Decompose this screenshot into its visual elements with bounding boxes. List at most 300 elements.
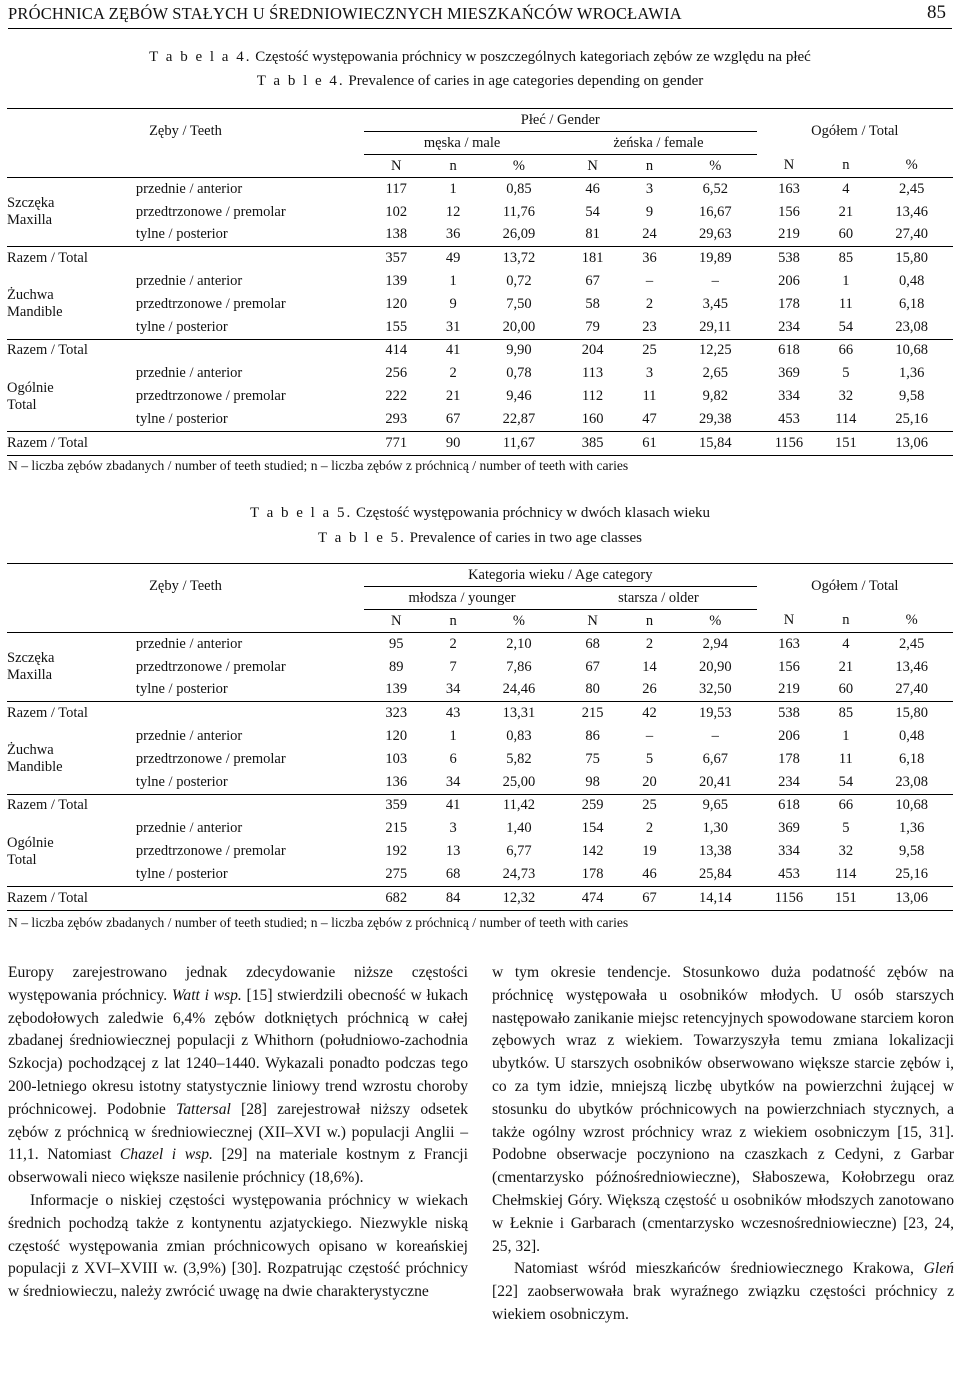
table-cell: 6,67 [702,750,728,767]
table-cell: 25,16 [895,410,928,427]
table-cell: 67 [585,658,600,675]
table-cell: 27,40 [895,226,928,243]
table-cell: 60 [838,681,854,698]
header-col: n [429,155,478,178]
group-label-en: Total [7,396,37,413]
table-cell: 95 [389,635,404,652]
table-cell: 181 [560,247,625,270]
table-cell: 2 [645,820,654,837]
table-row [7,748,953,771]
header-col: % [478,155,561,178]
category-label: przednie / anterior [135,728,243,745]
header-col: n [821,610,870,633]
table-cell: 58 [585,295,600,312]
table-cell: 11,42 [478,794,561,817]
category-label: tylne / posterior [135,226,228,243]
header-col: % [870,155,953,178]
text-run: [28] zarejestrował niższy odsetek zębów z próchnicą w średniowiecznej (XII–XVI w.) populacji Anglii – 11,1. Natomiast [8,1100,468,1164]
table4 [7,108,953,456]
table-cell: 12,32 [478,886,561,910]
table-cell: 19,89 [674,247,757,270]
table-cell: 160 [581,410,604,427]
table-cell: 178 [778,750,800,767]
table-cell: 5 [842,365,850,382]
group-label-pl: Szczęka [7,650,55,667]
table-cell: 67 [445,410,461,427]
table-cell: 5 [645,750,654,767]
table-cell: 151 [821,431,870,455]
table-cell: 359 [364,794,429,817]
table-cell: 9,58 [898,388,925,405]
table-cell: 13 [445,843,461,860]
header-blank [7,610,364,633]
header-row [7,155,953,178]
table-cell: 1 [449,273,457,290]
table-cell: 9,58 [899,843,925,860]
running-header [8,2,952,30]
table-cell: 139 [385,681,408,698]
category-label: przedtrzonowe / premolar [135,295,286,312]
table5-caption-pl [0,505,960,522]
table-cell: 9,82 [702,388,728,405]
table-cell: 60 [838,226,854,243]
table-cell: 11 [838,295,853,312]
table-cell: 9,46 [506,388,532,405]
table-cell: 3 [449,820,457,837]
table-cell: 68 [445,865,461,882]
table-cell: 13,06 [870,886,953,910]
group-label [7,633,132,702]
table-cell: 66 [821,794,870,817]
table-cell: 80 [585,681,600,698]
header-group: Płeć / Gender [364,109,757,132]
table-row [7,633,953,656]
table-cell: 6,18 [898,295,925,312]
table-cell: 20,41 [698,773,732,790]
table-cell: 114 [835,410,857,427]
table-cell: 219 [778,226,800,243]
header-group: Kategoria wieku / Age category [364,564,757,587]
table-cell: 6 [449,750,457,767]
table-cell: 222 [385,388,408,405]
group-label [7,817,132,886]
header-col: N [560,155,625,178]
table-cell: 25,16 [895,865,928,882]
category-label: przedtrzonowe / premolar [135,388,286,405]
table4-caption-en-prefix: T a b l e 4. [256,73,345,89]
table-cell: 538 [757,247,822,270]
table-cell: 27,40 [895,681,928,698]
table-cell: 75 [585,750,600,767]
header-teeth: Zęby / Teeth [7,564,364,610]
table-cell: 11 [642,388,657,405]
table-cell: 20,00 [502,318,536,335]
table-cell: 85 [821,702,870,725]
table-row [7,771,953,794]
table-cell: 15,80 [870,247,953,270]
table-cell: 15,80 [870,702,953,725]
category-label: przednie / anterior [135,273,243,290]
category-label: przednie / anterior [135,180,243,197]
header-teeth: Zęby / Teeth [7,109,364,155]
total-row [7,431,953,455]
table-cell: 178 [778,295,800,312]
total-row [7,339,953,362]
header-blank [7,155,364,178]
table-cell: 16,67 [698,203,732,220]
table-cell: 85 [821,247,870,270]
group-label-pl: Szczęka [7,195,55,212]
author-ref: Tattersal [175,1100,231,1118]
table-cell: 61 [625,431,674,455]
header-col: N [757,610,822,633]
table-cell: 25,00 [502,773,536,790]
table-cell: 10,68 [870,794,953,817]
table-cell: 9 [449,295,457,312]
table-cell: 11,67 [478,431,561,455]
header-col: % [674,155,757,178]
header-sub1: młodsza / younger [364,587,560,610]
table-cell: 2 [449,365,457,382]
table-cell: 11,76 [502,203,536,220]
table-cell: 453 [778,410,800,427]
table-cell: 1 [842,273,850,290]
table-cell: 156 [778,658,800,675]
table-cell: 7,86 [506,658,532,675]
group-label-en: Total [7,851,37,868]
category-label: tylne / posterior [135,681,228,698]
table-cell: 14,14 [674,886,757,910]
table-cell: 0,48 [898,273,925,290]
table-cell: 13,46 [895,658,928,675]
page-number: 85 [927,2,946,23]
table-row [7,725,953,748]
table-cell: 6,77 [506,843,532,860]
header-sub2: żeńska / female [560,132,756,155]
text-run: [15] stwierdzili obecność w łukach zębodołowych zaledwie 6,4% zębów dotkniętych próchnicą w całej zbadanej średniowiecznej populacji z Whithorn (południowo-zachodnia Szkocja) pochodzącej z lat 1240–1440. Wykazali ponadto podczas tego 200-letniego okresu istotny statystycznie liniowy trend wzrostu choroby próchnicowej. Podobnie [8,986,469,1118]
table-cell: 32 [838,843,854,860]
table5-caption-en-prefix: T a b l e 5. [317,530,406,546]
table-cell: 136 [385,773,408,790]
text-run: Europy zarejestrowano jednak zdecydowanie niższe częstości występowania próchnicy. [8,964,468,1004]
running-title: PRÓCHNICA ZĘBÓW STAŁYCH U ŚREDNIOWIECZNYCH MIESZKAŃCÓW WROCŁAWIA [8,4,682,23]
table-cell: 204 [560,339,625,362]
table-cell: 2 [449,635,457,652]
group-label [7,270,132,339]
category-label: tylne / posterior [135,773,228,790]
header-col: N [560,610,625,633]
table-cell: 6,18 [899,750,925,767]
group-label-en: Maxilla [7,212,53,229]
table-cell: 3,45 [702,295,728,312]
table-cell: 6,52 [702,180,728,197]
table-cell: 114 [835,865,857,882]
table-cell: 47 [642,410,657,427]
table-row [7,385,953,408]
category-label: tylne / posterior [135,410,228,427]
table-cell: 682 [364,886,429,910]
total-row [7,247,953,270]
total-row [7,794,953,817]
author-ref: Watt i wsp. [171,986,242,1004]
table-cell: 43 [429,702,478,725]
table-cell: 67 [625,886,674,910]
table-cell: 142 [581,843,604,860]
table-cell: 1,36 [899,820,925,837]
group-label-en: Mandible [7,304,63,321]
table-cell: – [645,728,654,745]
table-cell: 9,65 [674,794,757,817]
header-row [7,610,953,633]
table-cell: 41 [429,794,478,817]
header-rule [8,28,952,29]
table-cell: 215 [385,820,408,837]
table-cell: 234 [778,318,800,335]
table-cell: 21 [838,658,854,675]
paragraph [492,1258,954,1326]
table-cell: 1 [842,728,850,745]
body-column-left [8,962,468,1304]
table-cell: 275 [385,865,408,882]
table-row [7,863,953,886]
table-cell: 46 [642,865,657,882]
table-cell: 618 [757,339,822,362]
header-col: % [478,610,561,633]
table-row [7,201,953,224]
table-row [7,840,953,863]
category-label: tylne / posterior [135,865,228,882]
table-cell: 3 [645,180,654,197]
table-cell: – [711,728,719,745]
group-label-pl: Ogólnie [7,834,54,851]
table-cell: 54 [838,318,854,335]
text-run: [29] na materiale kostnym z Francji obserwowali nieco większe nasilenie próchnicy (18,6%). [8,1146,468,1187]
table-row [7,362,953,385]
table-cell: 21 [445,388,461,405]
table4-caption-pl-prefix: T a b e l a 4. [149,49,252,65]
table4-caption-pl-text: Częstość występowania próchnicy w poszczególnych kategoriach zębów ze względu na płeć [255,49,811,65]
table-cell: 24 [642,226,657,243]
table-cell: 4 [842,180,850,197]
table-cell: 138 [385,226,408,243]
table-cell: 11 [838,750,853,767]
table-cell: 206 [778,273,800,290]
table-cell: 25 [625,794,674,817]
table-cell: 102 [385,203,408,220]
group-label [7,725,132,794]
table-cell: 2 [645,295,654,312]
table-cell: 36 [445,226,461,243]
table-cell: 23,08 [895,318,928,335]
table-cell: 14 [642,658,657,675]
table-cell: 369 [778,820,800,837]
category-label: przedtrzonowe / premolar [135,203,286,220]
header-sub1: męska / male [364,132,560,155]
table-cell: 103 [385,750,408,767]
table-cell: 20,90 [698,658,732,675]
total-row [7,886,953,910]
table-cell: 334 [778,843,800,860]
table-cell: 538 [757,702,822,725]
category-label: przedtrzonowe / premolar [135,658,286,675]
header-row [7,564,953,587]
table-cell: 68 [585,635,600,652]
table-cell: 0,48 [899,728,925,745]
text-run: Natomiast wśród mieszkańców średniowiecznego Krakowa, [514,1260,914,1278]
table-cell: 120 [385,295,408,312]
table-cell: 13,46 [895,203,928,220]
table-cell: 13,38 [698,843,732,860]
table-row [7,817,953,840]
table5 [7,563,953,911]
header-col: % [674,610,757,633]
table-cell: 4 [842,635,850,652]
header-row [7,109,953,132]
table-cell: 771 [364,431,429,455]
category-label: przednie / anterior [135,635,243,652]
table-cell: 1 [449,728,457,745]
group-label-pl: Żuchwa [7,742,54,759]
table-cell: 54 [838,773,854,790]
table-cell: 2,45 [899,635,925,652]
table-cell: 0,85 [506,180,532,197]
table-cell: 2 [645,635,654,652]
table5-caption-en-text: Prevalence of caries in two age classes [409,530,643,546]
table-cell: 2,45 [898,180,925,197]
table4-caption-en-text: Prevalence of caries in age categories depending on gender [348,73,704,89]
table-cell: 79 [585,318,600,335]
table-cell: 19 [642,843,657,860]
table-cell: 1,30 [702,820,728,837]
table-cell: 41 [429,339,478,362]
total-label: Razem / Total [7,794,364,817]
table-cell: 234 [778,773,800,790]
table-cell: 1,36 [898,365,925,382]
paragraph: w tym okresie tendencje. Stosunkowo duża podatność zębów na próchnicę występowała u osobników młodych. U osób starszych następowało zanikanie miejsc retencyjnych spowodowane starciem koron zębowych wraz z wiekiem. Towarzyszyła temu zmiana lokalizacji ubytków. U starszych osobników obserwowano większe starcie zębów i, co za tym idzie, mniejszą liczbę ubytków na powierzchni żującej w stosunku do ubytków próchnicowych na powierzchniach stycznych, a także ogólny wzrost próchnicy wraz z wiekiem osobniczym [15, 31]. Podobne obserwacje poczyniono na czaszkach z Cedyni, z Garbar (cmentarzysko późnośredniowieczne), Słaboszewa, Kołobrzegu oraz Chełmskiej Góry. Większą częstość u osobników młodszych zanotowano w Łeknie i Garbarach (cmentarzysko wczesnośredniowieczne) [23, 24, 25, 32]. [492,964,954,1255]
table-cell: 22,87 [502,410,536,427]
header-col: % [870,610,953,633]
table-cell: 163 [778,180,800,197]
total-row [7,702,953,725]
table-cell: 7 [449,658,457,675]
table-cell: 206 [778,728,800,745]
table-cell: 0,83 [506,728,532,745]
table-cell: 334 [778,388,800,405]
table-cell: 357 [364,247,429,270]
author-ref: Chazel i wsp. [119,1146,213,1164]
table-cell: 219 [778,681,800,698]
header-col: N [757,155,822,178]
table-cell: 1,40 [506,820,532,837]
table-cell: – [711,273,719,290]
table-cell: 151 [821,886,870,910]
total-label: Razem / Total [7,339,364,362]
table-cell: 26 [642,681,657,698]
table-cell: 29,11 [699,318,732,335]
table-cell: 0,72 [506,273,532,290]
table-row [7,178,953,201]
category-label: przednie / anterior [135,820,243,837]
header-col: n [625,155,674,178]
table-cell: 49 [429,247,478,270]
table-cell: 29,63 [698,226,732,243]
header-col: n [625,610,674,633]
table-cell: 1156 [757,431,822,455]
table-cell: 369 [778,365,800,382]
header-total: Ogółem / Total [757,109,953,155]
table-cell: 12 [445,203,461,220]
table4-caption-en [0,73,960,90]
table-cell: 13,31 [478,702,561,725]
table-cell: 453 [778,865,800,882]
table-cell: 89 [389,658,404,675]
table-cell: 15,84 [674,431,757,455]
category-label: przedtrzonowe / premolar [135,750,286,767]
category-label: przednie / anterior [135,365,243,382]
table-cell: 98 [585,773,600,790]
table-cell: 34 [445,681,461,698]
table-cell: 7,50 [506,295,532,312]
table-cell: 34 [445,773,461,790]
table-cell: 25 [625,339,674,362]
total-label: Razem / Total [7,702,364,725]
table5-caption-en [0,530,960,547]
header-col: n [429,610,478,633]
table-cell: 13,72 [478,247,561,270]
group-label-pl: Ogólnie [7,379,54,396]
group-label-en: Maxilla [7,667,53,684]
table-cell: 42 [625,702,674,725]
table-cell: 13,06 [870,431,953,455]
table-cell: – [645,273,654,290]
table-cell: 19,53 [674,702,757,725]
table-cell: 139 [385,273,408,290]
table-cell: 66 [821,339,870,362]
table-cell: 29,38 [698,410,732,427]
table-cell: 192 [385,843,408,860]
table-cell: 32 [838,388,854,405]
table-cell: 12,25 [674,339,757,362]
header-col: n [821,155,870,178]
paragraph [8,962,468,1190]
table-cell: 46 [585,180,600,197]
table-row [7,316,953,339]
table-cell: 385 [560,431,625,455]
table-cell: 1 [449,180,457,197]
table-cell: 54 [585,203,600,220]
table-cell: 618 [757,794,822,817]
paragraph: Informacje o niskiej częstości występowania próchnicy w wiekach średnich pochodzą także z kontynentu azjatyckiego. Niezwykle niską częstość występowania zmian próchnicowych opisano w koreańskiej populacji z XVI–XVIII w. (3,9%) [30]. Rozpatrując częstość próchnicy w średniowieczu, należy zwrócić uwagę na dwie charakterystyczne [8,1191,468,1301]
table-cell: 90 [429,431,478,455]
table-cell: 25,84 [698,865,732,882]
category-label: tylne / posterior [135,318,228,335]
table-cell: 113 [581,365,604,382]
table-row [7,679,953,702]
text-run: [22] zaobserwowała brak wyraźnego związku częstości próchnicy z wiekiem osobniczym. [492,1283,954,1323]
body-column-right [492,962,954,1327]
table-cell: 36 [625,247,674,270]
table-cell: 112 [581,388,604,405]
header-total: Ogółem / Total [757,564,953,610]
table-cell: 32,50 [698,681,732,698]
header-col: N [364,610,429,633]
table-cell: 5,82 [506,750,532,767]
table-cell: 2,65 [702,365,728,382]
table-row [7,270,953,293]
table-cell: 26,09 [502,226,536,243]
total-label: Razem / Total [7,247,364,270]
table-cell: 67 [585,273,600,290]
